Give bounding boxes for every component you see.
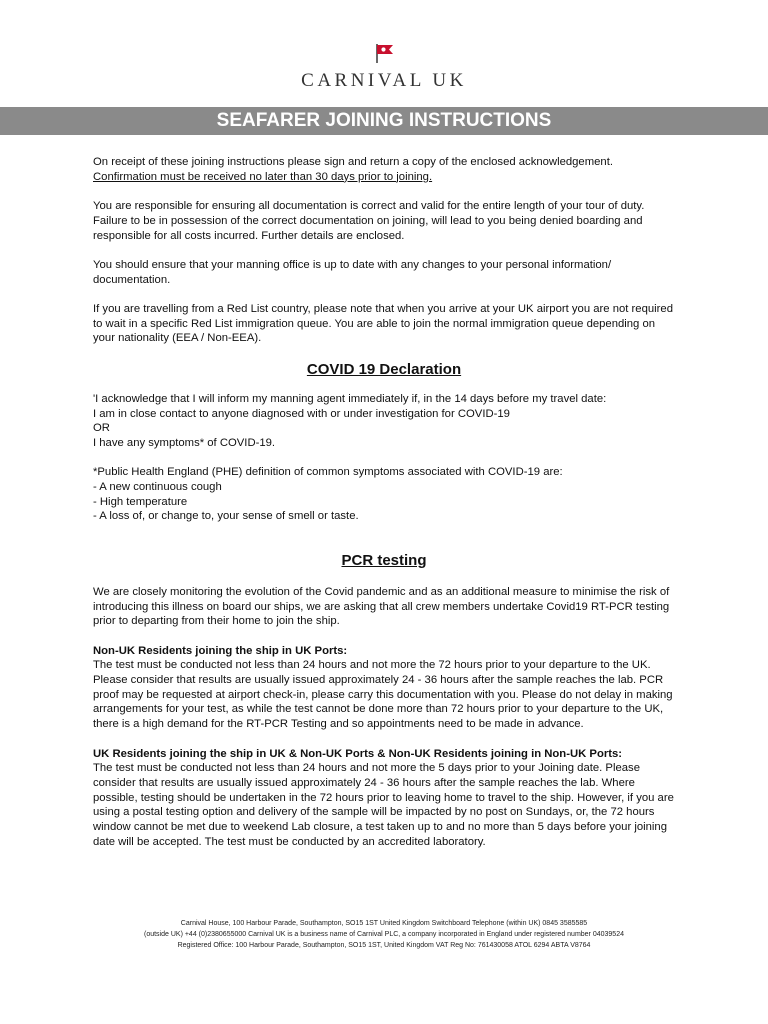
symptom-item: - A loss of, or change to, your sense of smell or taste. bbox=[93, 510, 359, 523]
document-body bbox=[93, 155, 675, 849]
declaration-line: I am in close contact to anyone diagnosed with or under investigation for COVID-19 bbox=[93, 407, 510, 420]
declaration-line: I have any symptoms* of COVID-19. bbox=[93, 436, 276, 449]
symptoms-intro: *Public Health England (PHE) definition of common symptoms associated with COVID-19 are: bbox=[93, 466, 563, 479]
flag-icon bbox=[372, 42, 396, 64]
intro-line-1: On receipt of these joining instructions please sign and return a copy of the enclosed acknowledgement. bbox=[93, 156, 613, 168]
pcr-intro-paragraph: We are closely monitoring the evolution of the Covid pandemic and as an additional measure to minimise the risk of introducing this illness on board our ships, we are asking that all crew members undertake Covid19 RT-PCR testing prior to departing from their home to join the ship. bbox=[93, 585, 670, 628]
declaration-line: OR bbox=[93, 422, 110, 435]
symptoms-list bbox=[93, 465, 675, 524]
confirmation-deadline: Confirmation must be received no later than 30 days prior to joining. bbox=[93, 170, 433, 183]
company-logo bbox=[0, 42, 768, 92]
footer-line: Carnival House, 100 Harbour Parade, Southampton, SO15 1ST United Kingdom Switchboard Telephone (within UK) 0845 3585585 bbox=[180, 920, 588, 927]
covid-section-title: COVID 19 Declaration bbox=[306, 361, 462, 379]
pcr-subheading: UK Residents joining the ship in UK & Non-UK Ports & Non-UK Residents joining in Non-UK Ports: bbox=[93, 747, 623, 760]
pcr-uk-residents bbox=[93, 747, 675, 850]
logo-wordmark: CARNIVAL UK bbox=[301, 70, 467, 91]
symptom-item: - High temperature bbox=[93, 495, 188, 508]
intro-paragraph-4: If you are travelling from a Red List country, please note that when you arrive at your UK airport you are not required to wait in a specific Red List immigration queue. You are able to join the normal immigration queue depending on your nationality (EEA / Non-EEA). bbox=[93, 302, 673, 345]
intro-paragraph-1 bbox=[93, 155, 675, 184]
pcr-subheading: Non-UK Residents joining the ship in UK Ports: bbox=[93, 644, 348, 657]
company-footer bbox=[0, 918, 768, 951]
intro-paragraph-2: You are responsible for ensuring all documentation is correct and valid for the entire length of your tour of duty. Failure to be in possession of the correct documentation on joining, will lead to you being denied boarding and responsible for all costs incurred. Further details are enclosed. bbox=[93, 200, 645, 242]
declaration-line: 'I acknowledge that I will inform my manning agent immediately if, in the 14 days before my travel date: bbox=[93, 392, 607, 405]
intro-paragraph-3: You should ensure that your manning office is up to date with any changes to your personal information/ documentation. bbox=[93, 258, 612, 286]
footer-line: Registered Office: 100 Harbour Parade, Southampton, SO15 1ST, United Kingdom VAT Reg No: 761430058 ATOL 6294 ABTA V8764 bbox=[177, 942, 591, 949]
page-title-banner: SEAFARER JOINING INSTRUCTIONS bbox=[0, 107, 768, 135]
footer-line: (outside UK) +44 (0)2380655000 Carnival UK is a business name of Carnival PLC, a company incorporated in England under registered number 04039524 bbox=[144, 931, 624, 938]
symptom-item: - A new continuous cough bbox=[93, 481, 222, 493]
pcr-non-uk-residents bbox=[93, 644, 675, 732]
pcr-subsection-text: The test must be conducted not less than 24 hours and not more the 72 hours prior to your departure to the UK. Please consider that results are usually issued approximately 24 - 36 hours after the sample reaches the lab. PCR proof may be requested at airport check-in, please carry this documentation with you. Please do not delay in making arrangements for your test, as while the test cannot be done more than 72 hours prior to your departure to the UK, there is a high demand for the RT-PCR Testing and so appointments need to be made in advance. bbox=[93, 659, 673, 731]
pcr-section-title: PCR testing bbox=[341, 552, 427, 570]
pcr-subsection-text: The test must be conducted not less than 24 hours and not more the 5 days prior to your Joining date. Please consider that results are usually issued approximately 24 - 36 hours after the sample reaches the lab. Where possible, testing should be undertaken in the 72 hours prior to leaving home to travel to the ship. However, if you are using a postal testing option and delivery of the sample will be impacted by no post on Sundays, or, the 72 hours window cannot be met due to weekend Lab closure, a test taken up to and no more than 5 days before your joining date will be accepted. The test must be conducted by an accredited laboratory. bbox=[93, 762, 674, 848]
covid-declaration bbox=[93, 392, 675, 451]
